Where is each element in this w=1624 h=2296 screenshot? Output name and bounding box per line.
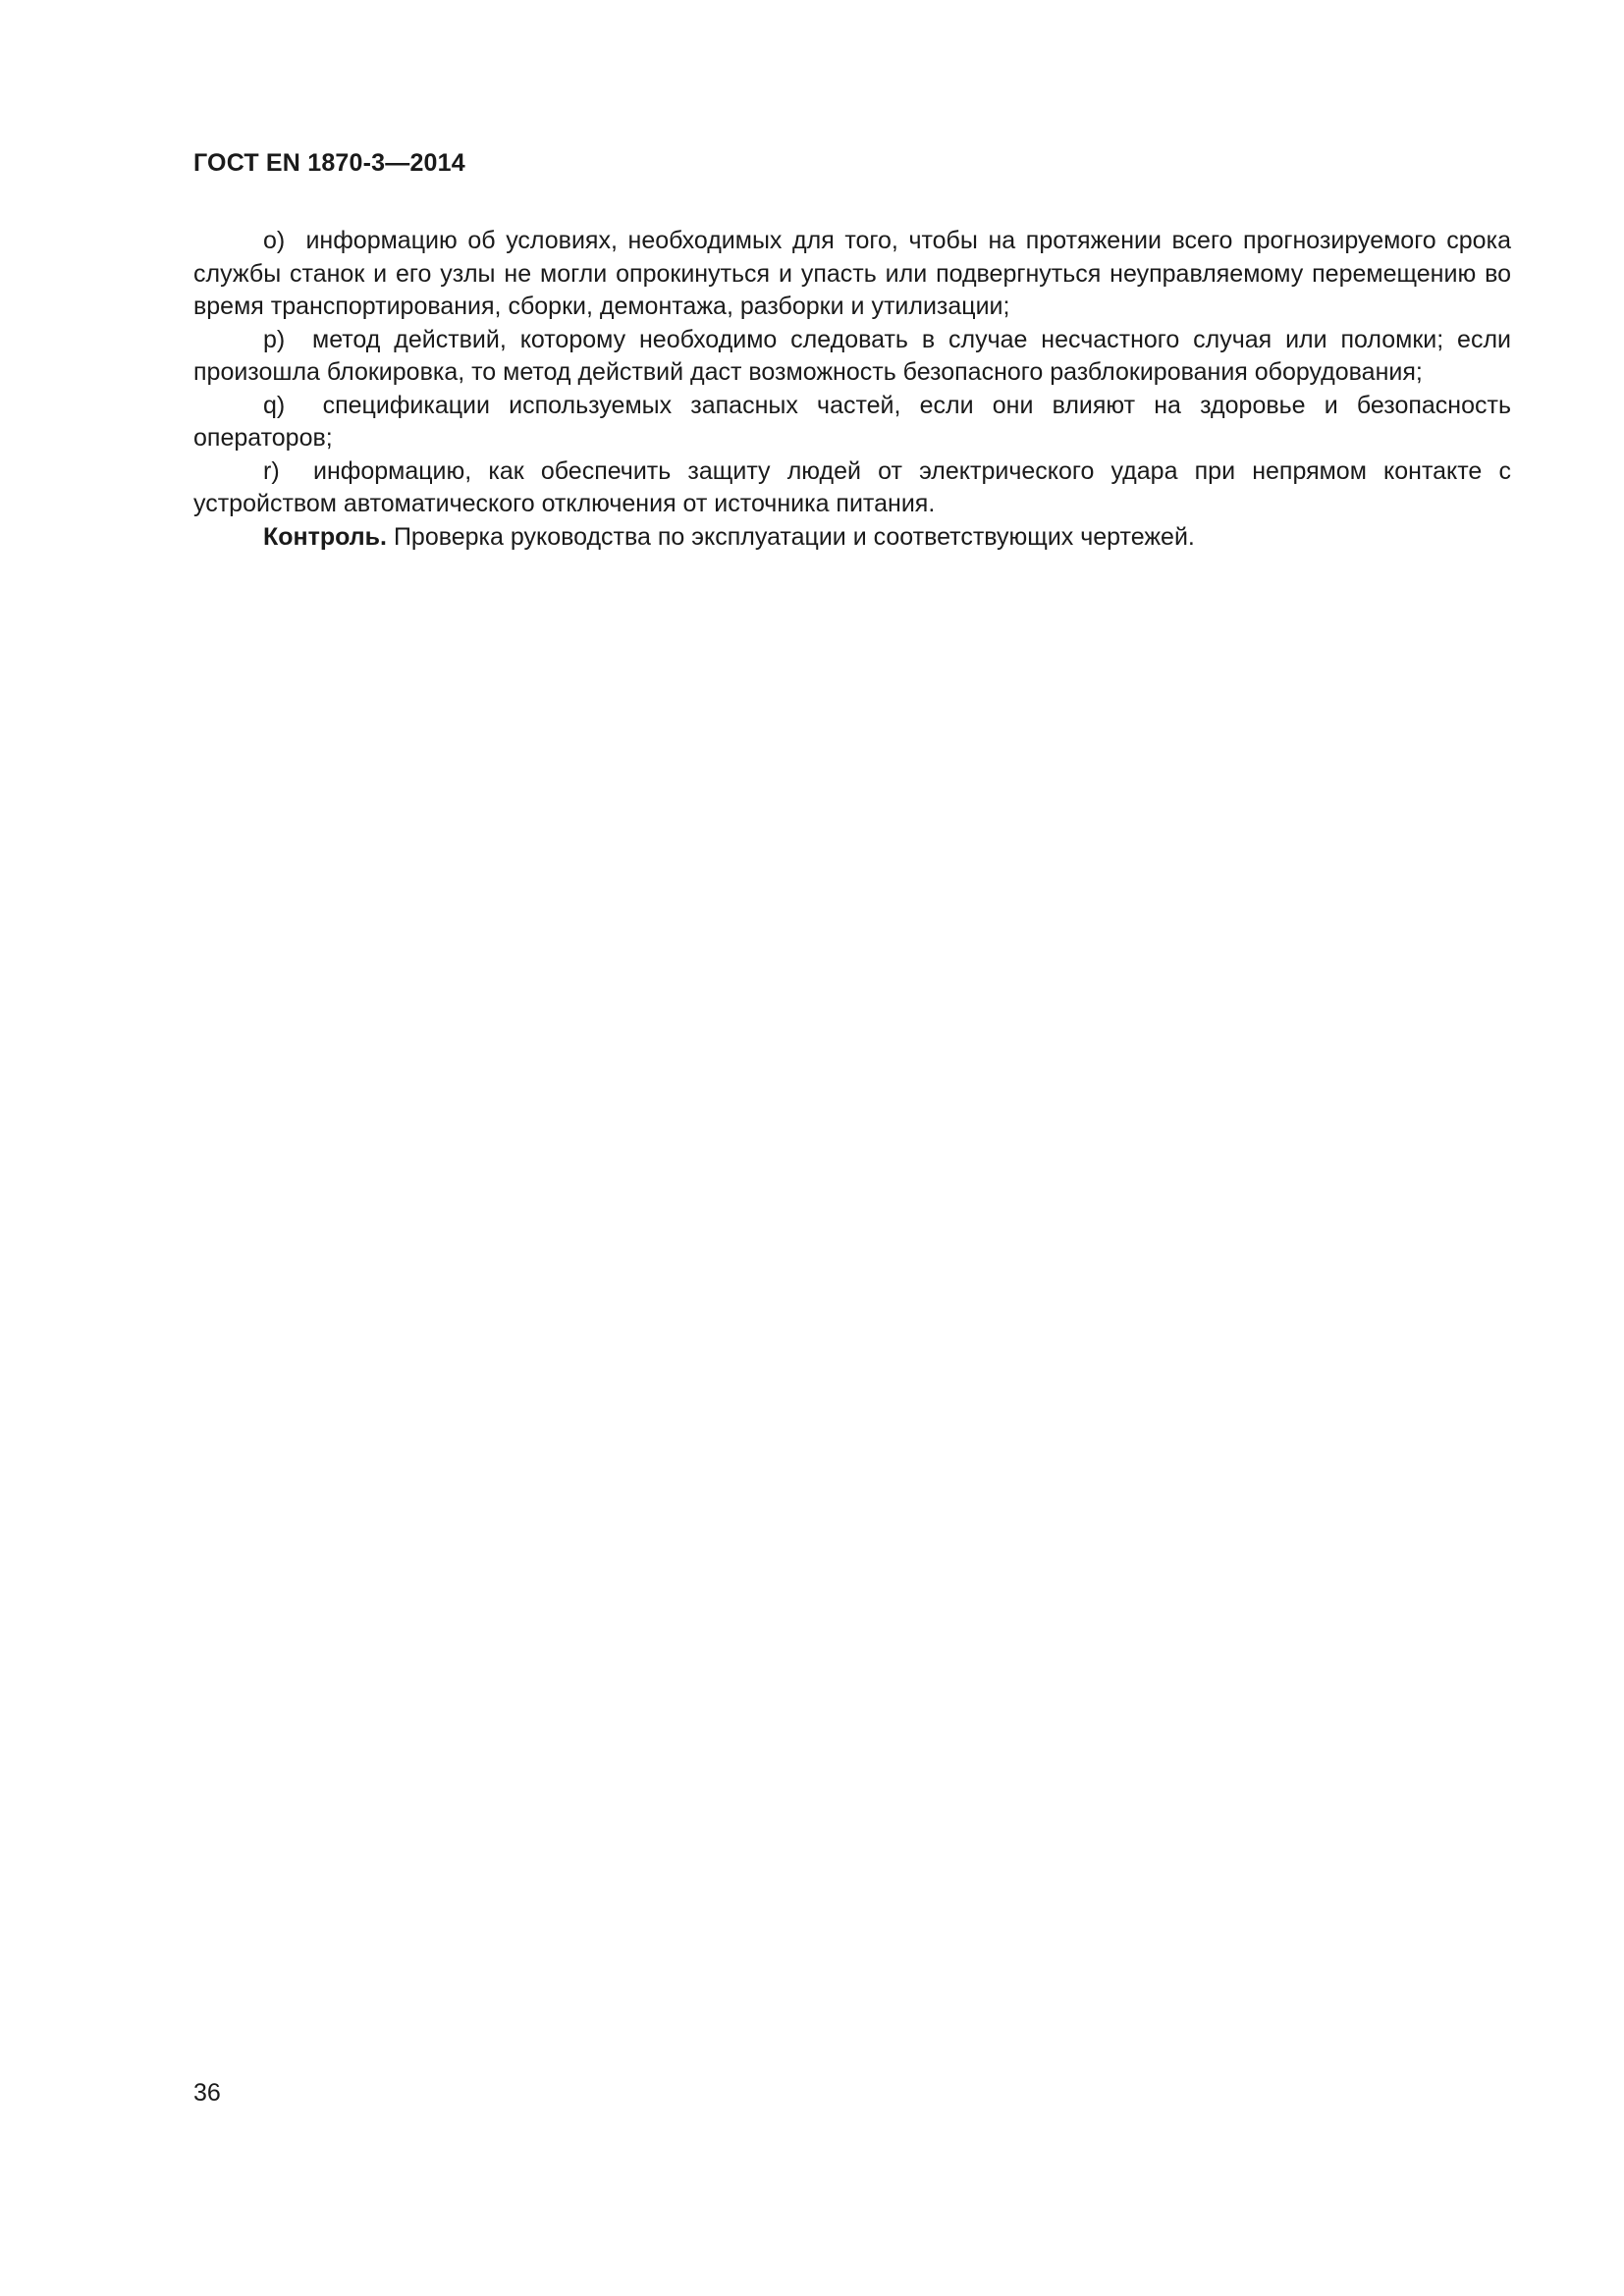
document-body — [193, 225, 1511, 554]
page-number: 36 — [193, 2079, 221, 2107]
list-item-text: метод действий, которому необходимо следовать в случае несчастного случая или поломки; если произошла блокировка, то метод действий даст возможность безопасного разблокирования оборудования; — [193, 325, 1511, 386]
list-item-o — [193, 225, 1511, 324]
control-text: Проверка руководства по эксплуатации и соответствующих чертежей. — [393, 522, 1195, 551]
list-marker: о) — [263, 227, 286, 254]
list-marker: р) — [263, 325, 286, 353]
list-marker: q) — [263, 391, 286, 419]
control-label: Контроль. — [263, 522, 387, 551]
document-code-header: ГОСТ EN 1870-3—2014 — [193, 149, 465, 177]
control-paragraph — [193, 521, 1511, 555]
list-item-p — [193, 324, 1511, 390]
list-item-text: спецификации используемых запасных частей, если они влияют на здоровье и безопасность операторов; — [193, 391, 1511, 452]
list-item-text: информацию, как обеспечить защиту людей от электрического удара при непрямом контакте с устройством автоматического отключения от источника питания. — [193, 456, 1511, 517]
list-marker: r) — [263, 456, 280, 485]
list-item-q — [193, 390, 1511, 455]
list-item-r — [193, 455, 1511, 521]
list-item-text: информацию об условиях, необходимых для того, чтобы на протяжении всего прогнозируемого срока службы станок и его узлы не могли опрокинуться и упасть или подвергнуться неуправляемому перемещению во время транспортирования, сборки, демонтажа, разборки и утилизации; — [193, 227, 1511, 320]
